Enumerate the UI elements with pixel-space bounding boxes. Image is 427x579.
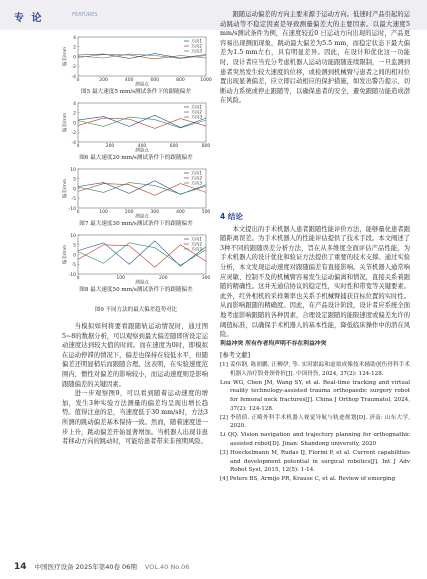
figure-6-caption: 图6 最大速度20 mm/s测试条件下的跟随偏差 [79, 155, 193, 161]
right-column-body [220, 208, 410, 484]
references-heading: [参考文献] [220, 352, 251, 360]
legend-label: 方向1 [191, 236, 203, 242]
y-tick-label: 5 [73, 177, 76, 183]
x-tick-label: 600 [150, 78, 160, 83]
legend-label: 方向2 [191, 109, 203, 115]
y-tick-label: -5 [71, 197, 76, 203]
y-tick-label: 10 [70, 167, 76, 173]
y-tick-label: -10 [68, 206, 76, 212]
y-axis-label: 偏差/mm [63, 244, 68, 265]
x-tick-label: 400 [137, 144, 147, 149]
legend-label: 方向2 [191, 241, 203, 247]
legend-label: 方向2 [191, 43, 203, 49]
chart-fig5 [62, 34, 210, 86]
y-tick-label: 0 [73, 55, 76, 61]
x-tick-label: 200 [124, 210, 134, 215]
legend-label: 方向3 [191, 246, 203, 252]
reference-item: Li QQ. Vision navigation and trajectory planning for orthognathic assisted robot[D]. Jinan: Shandong university, 2020 [220, 432, 410, 448]
y-tick-label: 2 [73, 45, 76, 51]
x-tick-label: 200 [99, 78, 108, 83]
y-tick-label: -10 [68, 272, 76, 278]
y-tick-label: -2 [71, 65, 76, 71]
legend-label: 方向1 [191, 104, 203, 110]
page-footer [14, 562, 189, 572]
figure-8 [62, 232, 210, 293]
y-tick-label: 0 [73, 253, 76, 259]
y-tick-label: 4 [73, 35, 76, 41]
body-paragraph: 当模拟如何将要看跟随轨运动情况时，通过图5~8的数据分析，可以观察到最大偏差随即所设定运动速度达到较大值的时间。而在速度为0时，即模拟在运动停滞的情况下，偏差也保持在较低水平，但随偏差还明显稍后而跟随合理。这表明，在实验速度范围内，惯性对偏差的影响较小，而运动速度则是影响跟随偏差的关键因素。 [62, 323, 208, 388]
figure-7 [62, 166, 210, 227]
left-column-text [62, 322, 208, 447]
x-tick-label: 200 [105, 144, 115, 149]
x-tick-label: 100 [99, 210, 108, 215]
reference-item: [3] Hoeckelmann M, Rudas IJ, Fiorini P, et al. Current capabilities and development potential in surgical robotics[J]. Int J Adv Robot Syst, 2015, 12(5): 1-14. [220, 449, 410, 474]
y-tick-label: 5 [73, 243, 76, 249]
section-heading: 4 结论 [220, 212, 243, 221]
y-tick-label: -4 [71, 74, 76, 80]
body-paragraph: 跟随运动偏差的方向主要来源于运动方向。低速时产品引起的运动跳动等不稳定因素是导致测量偏差大的主要因素。以最大速度5 mm/s测试条件为例，在速度较近0 日运动方向出现的运时，产品更容易出现测面现象，跳动最大偏差为5.5 mm，而稳定状态下最大偏差为1.5 mm左右，具有明显差异。因此，在设计和优化这一功能时，设计者应当充分考虑机器人运动功能跟随连续限制，一旦监测到患者突然发生较大速度的位移，或检测到机械臂与患者之间的相对位置出现显著偏差，应立即启动相应的保护措施，如发出警告提示、切断动力系统或停止跟随等，以确保患者的安全，避免跟随功能造成潜在风险。 [220, 11, 410, 105]
x-tick-label: 300 [201, 276, 211, 281]
y-tick-label: 4 [73, 101, 76, 107]
x-tick-label: 0 [76, 276, 80, 281]
x-axis-label: 测量点 [135, 280, 149, 286]
y-axis-label: 偏差/mm [63, 178, 68, 199]
x-tick-label: 100 [116, 276, 125, 281]
x-axis-label: 测量点 [135, 82, 149, 88]
page-number: 14 [14, 562, 27, 572]
figure-9 [62, 300, 210, 314]
y-tick-label: 10 [70, 233, 76, 239]
chart-fig6 [62, 100, 210, 152]
y-tick-label: 0 [73, 121, 76, 127]
body-paragraph: 进一步观察图9，可以看到随着运动速度的增加，发生3种实验方法测量的偏差均呈现出增长趋势。值得注意的是，当速度低于30 mm/s时，方法3所测的跳动偏差基本保持一致。然而，随着速度进一步上升，跳动偏差开始显著增加。当机器人出现非患者移动方向的跳动时，可能给患者带来非预期风险。 [62, 390, 208, 446]
x-tick-label: 800 [201, 144, 211, 149]
x-tick-label: 1000 [200, 78, 212, 83]
chart-fig7 [62, 166, 210, 218]
x-tick-label: 200 [159, 276, 168, 281]
x-tick-label: 400 [176, 210, 185, 215]
y-tick-label: -5 [71, 263, 76, 269]
x-axis-label: 测量点 [135, 148, 149, 154]
x-tick-label: 800 [176, 78, 185, 83]
chart-fig8 [62, 232, 210, 284]
figure-7-caption: 图7 最大速度30 mm/s测试条件下的跟随偏差 [79, 221, 193, 227]
body-paragraph: 本文提出的手术机器人患者跟随性能评价方法，能够量化患者跟随距离误差。为手术机器人的性能评估提供了技术手段。本文阐述了3种不同的跟随误差分析方法，旨在从多维度全面评估产品性能，为手术机器人的设计优化和验证方法提供了重要的技术支撑。通过实验分析，本文发现运动速度对跟随偏差有直接影响。关节机器人通常响应灵敏、控制不及的机械臂容易发生运动偏离和情况，直接关系着跟随的精确性。这并无通信协议的稳定性，实时性和带宽等关键要素。此外，红外相机的采样频率也关系手机械臂捕获目标位置的实时性。从而影响跟随的精确度。因此，在产品设计阶段，设计者应系统全面地考虑影响跟随的各种因素，合理设定跟随的能限速度或偏差允许的阈值标准，以确保手术机器人的基本性能，降低临床操作中的潜在风险。 [220, 225, 410, 339]
legend-label: 方向1 [191, 170, 203, 176]
plot-frame [78, 37, 206, 76]
x-tick-label: 0 [76, 144, 80, 149]
journal-volume: VOL.40 No.06 [144, 563, 190, 571]
legend-label: 方向3 [191, 48, 203, 54]
legend-label: 方向1 [191, 38, 203, 44]
y-tick-label: -4 [71, 140, 76, 146]
right-column-top-text [220, 10, 410, 106]
plot-frame [78, 103, 206, 142]
y-tick-label: 0 [73, 187, 76, 193]
x-axis-label: 测量点 [135, 214, 149, 220]
reference-item: Lou WG, Chen JM, Wang SY, et al. Real-time tracking and virtual reality technology-assisted trauma orthopaedic surgery robot for femoral neck fractures[J]. China J Orthop Traumatol, 2024, 37(2): 124-128. [220, 379, 410, 412]
x-tick-label: 300 [150, 210, 160, 215]
y-tick-label: -2 [71, 131, 76, 137]
figure-6 [62, 100, 210, 161]
reference-item: [2] 李倩倩. 正畸外科手术机器人视觉导航与轨迹规划[D]. 济南: 山东大学, 2020. [220, 414, 410, 430]
x-tick-label: 600 [169, 144, 179, 149]
legend-label: 方向3 [191, 114, 203, 120]
plot-frame [78, 169, 206, 208]
figure-5 [62, 34, 210, 95]
y-axis-label: 偏差/mm [63, 46, 68, 67]
chart-fig9 [62, 300, 210, 314]
plot-frame [78, 235, 206, 274]
x-tick-label: 0 [76, 78, 80, 83]
figure-9-caption-text: 图9 不同方法的最大偏差趋势对比 [94, 307, 178, 313]
reference-item: [4] Peters BS, Armijo PR, Krause C, et al. Review of emerging [220, 476, 396, 483]
figure-8-caption: 图8 最大速度50 mm/s测试条件下的跟随偏差 [79, 287, 193, 293]
x-tick-label: 400 [124, 78, 134, 83]
section-label: 专 论 [14, 13, 44, 24]
legend-label: 方向2 [191, 175, 203, 181]
reference-item: [1] 姜伟钢, 陈润鹏, 汪柳伊, 等. 实时跟踪和虚拟成像技术辅助创伤骨科手术机器人治疗股骨颈骨折[J]. 中国骨伤, 2024, 37(2): 124-128. [220, 361, 410, 377]
section-sublabel: FEATURES [72, 12, 98, 18]
y-tick-label: 2 [73, 111, 76, 117]
x-tick-label: 0 [76, 210, 80, 215]
conflict-statement: 利益冲突 所有作者均声明不存在利益冲突 [220, 340, 327, 347]
y-axis-label: 偏差/mm [63, 112, 68, 133]
journal-name: 中国医疗设备 2025年第40卷 06期 [34, 563, 137, 571]
figure-5-caption: 图5 最大速度5 mm/s测试条件下的跟随偏差 [81, 89, 191, 95]
x-tick-label: 500 [201, 210, 211, 215]
legend-label: 方向3 [191, 180, 203, 186]
